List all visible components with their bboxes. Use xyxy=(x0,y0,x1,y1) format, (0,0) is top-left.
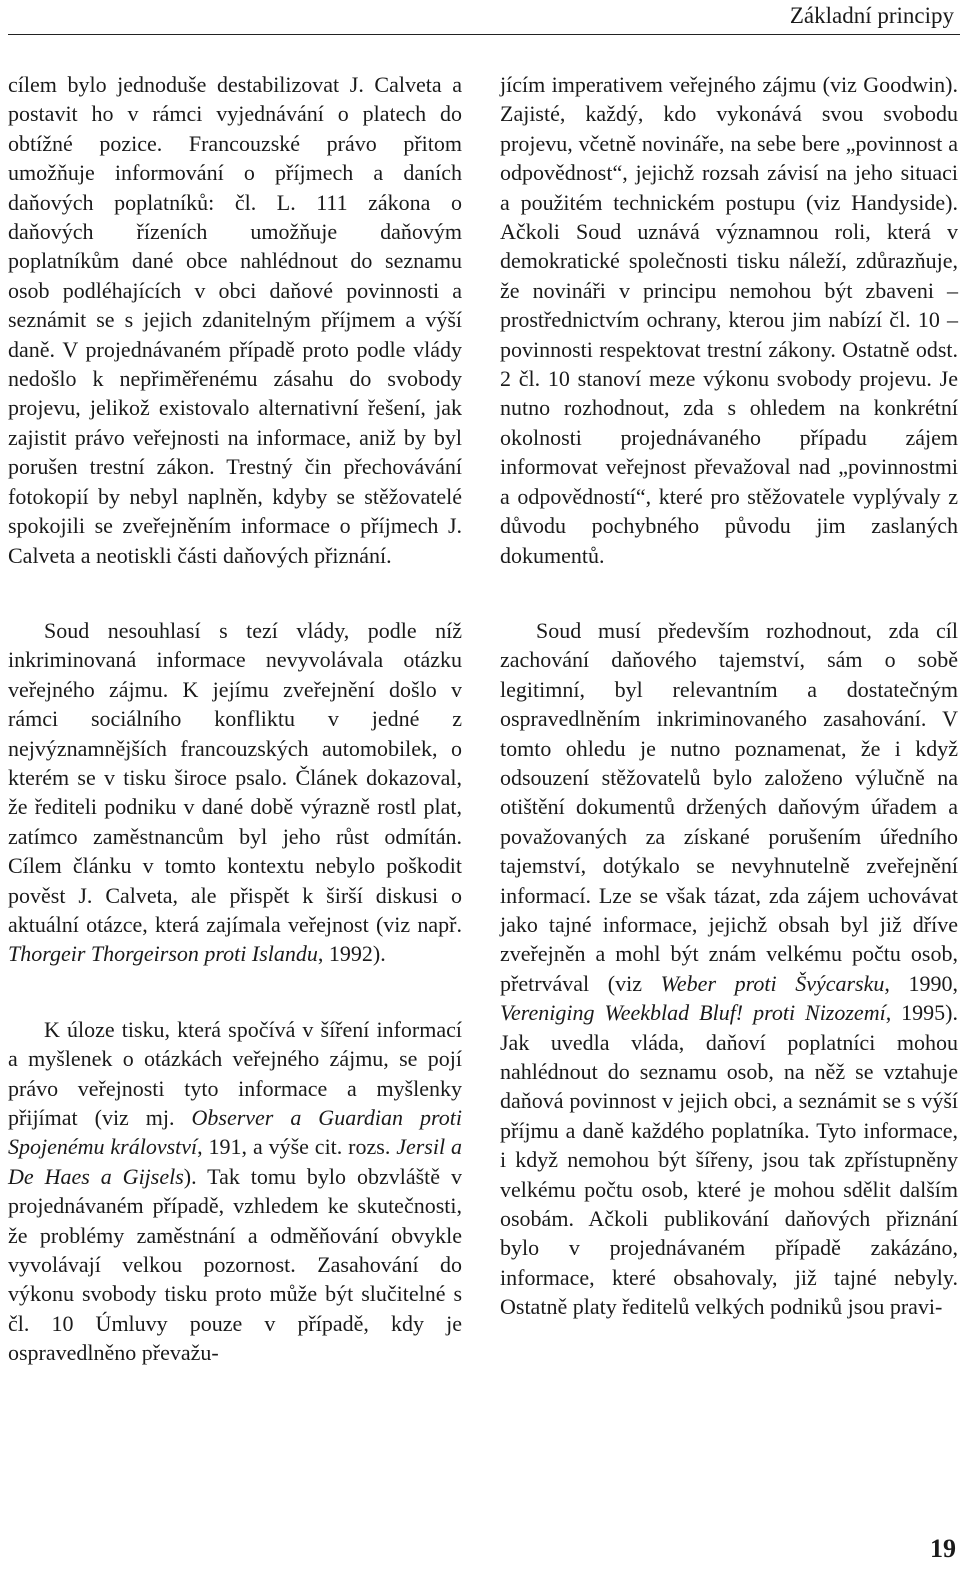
paragraph-text: , 1990, xyxy=(884,970,959,996)
running-header-title: Základní principy xyxy=(789,3,954,28)
paragraph xyxy=(8,70,462,570)
paragraph-text: Soud musí především rozhodnout, zda cíl zachování daňového tajemství, sám o sobě legitimní, byl relevantním a dostatečným ospravedlněním inkriminovaného zasahování. V tomto ohledu je nutno poznamenat, že i když odsouzení stěžovatelů bylo založeno výlučně na otištění dokumentů držených daňovým úřadem a považovaných za získané porušením úředního tajemství, dotýkalo se nevyhnutelně zveřejnění informací. Lze se však tázat, zda zájem uchovávat jako tajné informace, jejichž obsah byl již dříve zveřejněn a mohl být znám velkému počtu osob, přetrvával (viz xyxy=(500,617,958,996)
right-text-column xyxy=(500,70,958,1322)
paragraph xyxy=(8,616,462,969)
case-citation: Vereniging Weekblad Bluf! proti Nizozemí xyxy=(500,1000,886,1026)
paragraph-text: , 191, a výše cit. rozs. xyxy=(197,1134,397,1160)
paragraph-text: cílem bylo jednoduše destabilizovat J. Calveta a postavit ho v rámci vyjednávání o platech do obtížné pozice. Francouzské právo přitom umožňuje informování o příjmech a daních daňových poplatníků: čl. L. 111 zákona o daňových řízeních umožňuje daňovým poplatníkům dané obce nahlédnout do seznamu osob podléhajících v obci daňové povinnosti a seznámit se s jejich zdanitelným příjmem a výší daně. V projednávaném případě proto podle vlády nedošlo k nepřiměřenému zásahu do svobody projevu, jelikož existovalo alternativní řešení, jak zajistit právo veřejnosti na informace, aniž by byl porušen trestní zákon. Trestný čin přechovávání fotokopií by nebyl naplněn, kdyby se stěžovatelé spokojili se zveřejněním informace o příjmech J. Calveta a neotiskli části daňových přiznání. xyxy=(8,72,462,568)
paragraph-text: , 1992). xyxy=(317,941,386,967)
paragraph-text: K úloze tisku, která spočívá v šíření informací a myšlenek o otázkách veřejného zájmu, se pojí právo veřejnosti tyto informace a myšlenky přijímat (viz mj. xyxy=(8,1016,462,1130)
case-citation: Jersil a De Haes a Gijsels xyxy=(8,1134,462,1189)
case-citation: Thorgeir Thorgeirson proti Islandu xyxy=(8,941,318,967)
page-number: 19 xyxy=(930,1534,956,1563)
paragraph-text: jícím imperativem veřejného zájmu (viz Goodwin). Zajisté, každý, kdo vykonává svou svobodu projevu, včetně novináře, na sebe bere „povinnost a odpovědnost“, jejichž rozsah závisí na jeho situaci a použitém technickém postupu (viz Handyside). Ačkoli Soud uznává významnou roli, která v demokratické společnosti tisku náleží, zdůrazňuje, že novináři v principu nemohou být zbaveni – prostřednictvím ochrany, kterou jim nabízí čl. 10 – povinnosti respektovat trestní zákony. Ostatně odst. 2 čl. 10 stanoví meze výkonu svobody projevu. Je nutno rozhodnout, zda s ohledem na konkrétní okolnosti projednávaného případu zájem informovat veřejnost převažoval nad „povinnostmi a odpovědností“, které pro stěžovatele vyplývaly z důvodu pochybného původu jim zaslaných dokumentů. xyxy=(500,72,958,568)
left-text-column xyxy=(8,70,462,1368)
paragraph xyxy=(500,70,958,570)
case-citation: Observer a Guardian proti Spojenému království xyxy=(8,1105,462,1160)
case-citation: Weber proti Švýcarsku xyxy=(660,970,885,996)
paragraph-text: ). Tak tomu bylo obzvláště v projednávaném případě, vzhledem ke skutečnosti, že problémy zaměstnání a odměňování obvykle vyvolávají velkou pozornost. Zasahování do výkonu svobody tisku proto může být slučitelné s čl. 10 Úmluvy pouze v případě, kdy je ospravedlněno převažu- xyxy=(8,1163,462,1366)
header-rule xyxy=(8,34,960,35)
paragraph-text: Soud nesouhlasí s tezí vlády, podle níž inkriminovaná informace nevyvolávala otázku veřejného zájmu. K jejímu zveřejnění došlo v rámci sociálního konfliktu v jedné z nejvýznamnějších francouzských automobilek, o kterém se v tisku široce psalo. Článek dokazoval, že řediteli podniku v dané době výrazně rostl plat, zatímco zaměstnancům byl jeho růst odmítán. Cílem článku v tomto kontextu nebylo poškodit pověst J. Calveta, ale přispět k širší diskusi o aktuální otázce, která zajímala veřejnost (viz např. xyxy=(8,617,462,937)
paragraph-text: , 1995). Jak uvedla vláda, daňoví poplatníci mohou nahlédnout do seznamu osob, na něž se vztahuje daňová povinnost v jejich obci, a seznámit se s výší příjmu a daně každého poplatníka. Tyto informace, i když nemohou být šířeny, jsou tak zpřístupněny velkému počtu osob, které je mohou sdělit dalším osobám. Ačkoli publikování daňových přiznání bylo v projednávaném případě zakázáno, informace, které obsahovaly, již tajné nebyly. Ostatně platy ředitelů velkých podniků jsou pravi- xyxy=(500,1000,958,1320)
paragraph xyxy=(500,616,958,1322)
paragraph xyxy=(8,1015,462,1368)
